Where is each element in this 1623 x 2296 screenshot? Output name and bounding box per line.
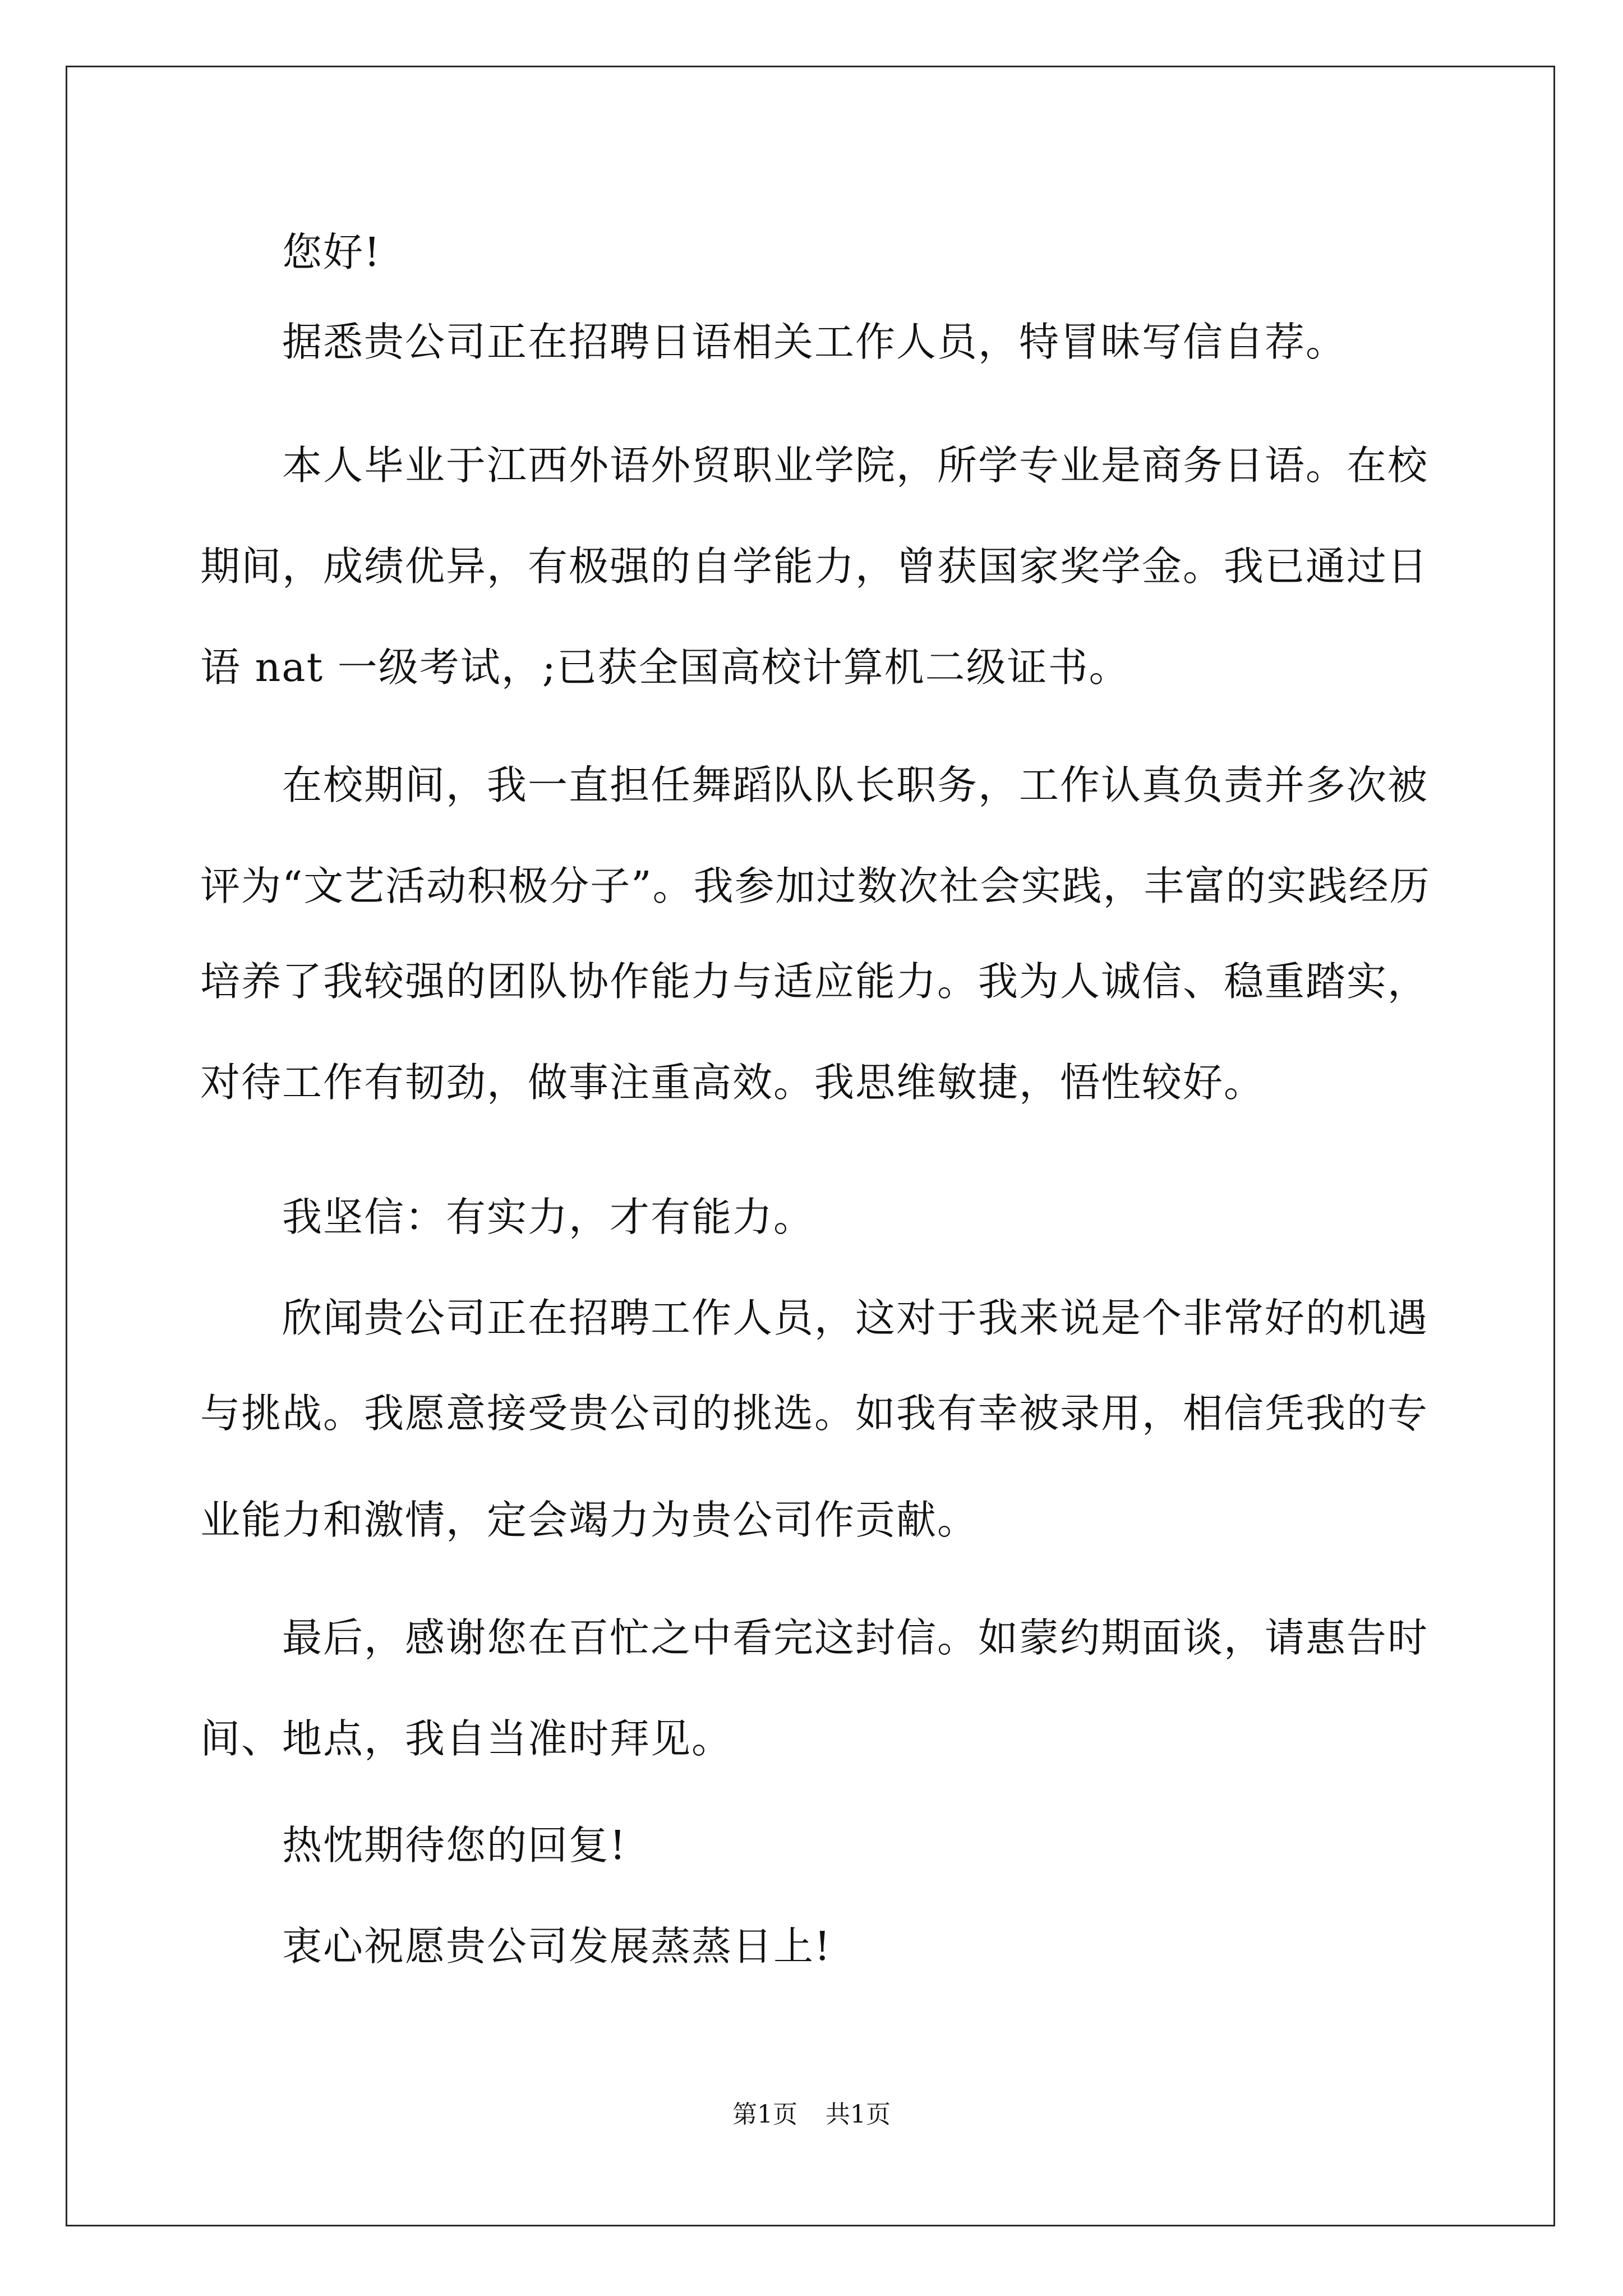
paragraph-line: 我坚信：有实力，才有能力。 [282, 1194, 815, 1240]
paragraph-line: 间、地点，我自当准时拜见。 [200, 1715, 733, 1762]
paragraph-line: 欣闻贵公司正在招聘工作人员，这对于我来说是个非常好的机遇 [282, 1295, 1429, 1341]
page-footer [0, 2098, 1623, 2132]
paragraph-line: 语 nat 一级考试，;已获全国高校计算机二级证书。 [200, 644, 1130, 691]
paragraph-line: 在校期间，我一直担任舞蹈队队长职务，工作认真负责并多次被 [282, 762, 1429, 808]
greeting: 您好! [282, 229, 381, 275]
paragraph-line: 与挑战。我愿意接受贵公司的挑选。如我有幸被录用，相信凭我的专 [200, 1390, 1429, 1437]
page-border [66, 66, 1555, 2226]
paragraph-line: 衷心祝愿贵公司发展蒸蒸日上! [282, 1923, 832, 1970]
paragraph-line: 业能力和激情，定会竭力为贵公司作贡献。 [200, 1497, 979, 1543]
paragraph-line: 对待工作有韧劲，做事注重高效。我思维敏捷，悟性较好。 [200, 1059, 1265, 1106]
paragraph-line: 最后，感谢您在百忙之中看完这封信。如蒙约期面谈，请惠告时 [282, 1614, 1429, 1661]
paragraph-line: 本人毕业于江西外语外贸职业学院，所学专业是商务日语。在校 [282, 442, 1429, 489]
paragraph-line: 据悉贵公司正在招聘日语相关工作人员，特冒昧写信自荐。 [282, 319, 1347, 365]
paragraph-line: 培养了我较强的团队协作能力与适应能力。我为人诚信、稳重踏实， [200, 958, 1429, 1005]
paragraph-line: 评为“文艺活动积极分子”。我参加过数次社会实践，丰富的实践经历 [200, 863, 1431, 909]
page-number-current: 第1页 [732, 2100, 797, 2129]
paragraph-line: 热忱期待您的回复! [282, 1822, 627, 1869]
paragraph-line: 期间，成绩优异，有极强的自学能力，曾获国家奖学金。我已通过日 [200, 543, 1429, 590]
page-number-total: 共1页 [826, 2100, 891, 2129]
